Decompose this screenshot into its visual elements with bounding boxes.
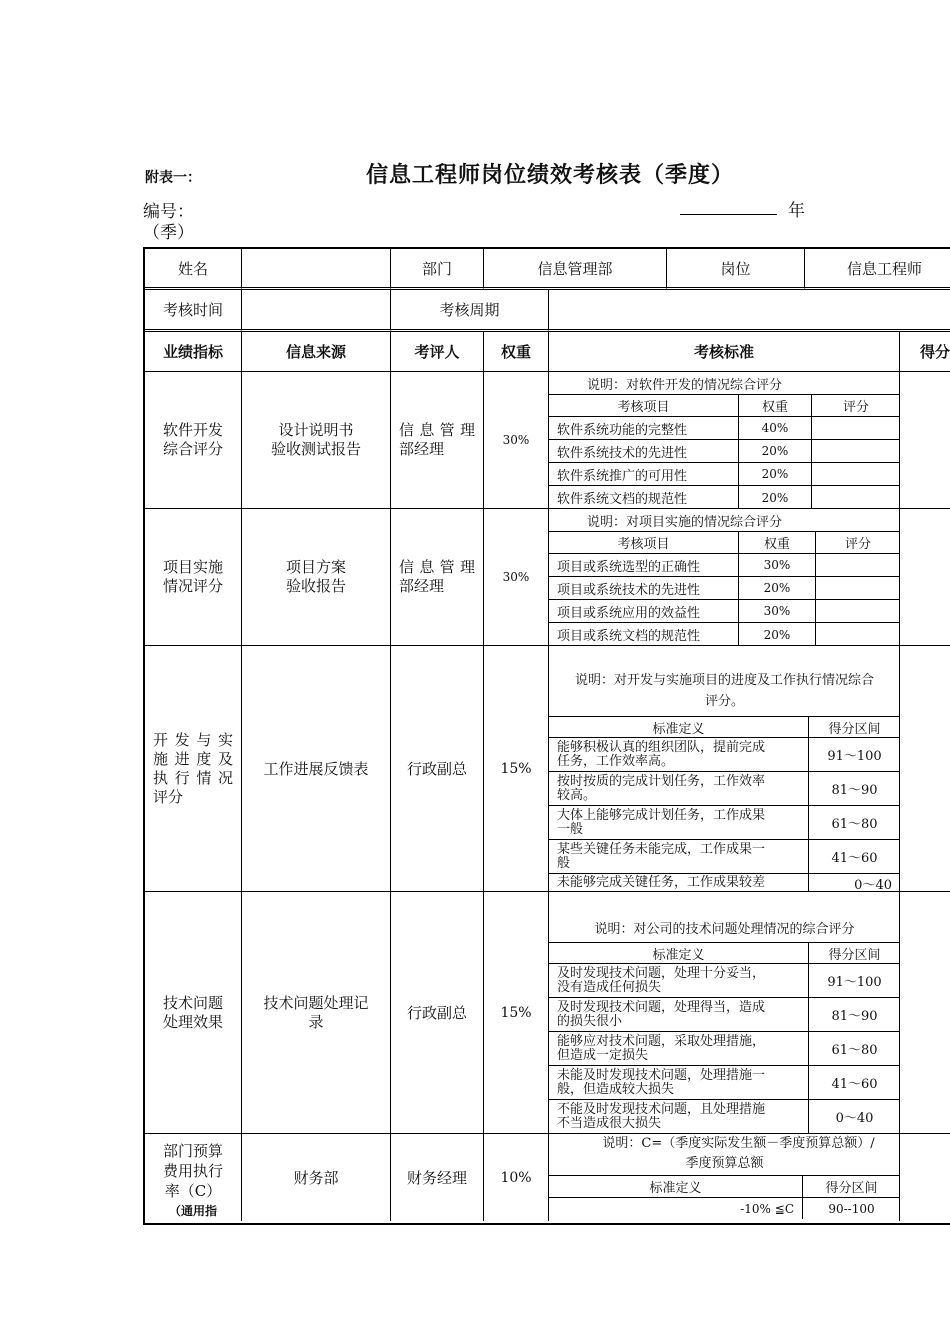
col-kpi: 业绩指标 bbox=[145, 332, 242, 372]
kpi-source: 设计说明书 验收测试报告 bbox=[242, 372, 391, 509]
year-label: 年 bbox=[788, 201, 805, 221]
kpi-row-project bbox=[145, 509, 950, 646]
standard-item: 软件系统技术的先进性 20% bbox=[549, 440, 900, 463]
standard-item: 按时按质的完成计划任务，工作效率 较高。 81～90 bbox=[549, 772, 900, 806]
standard-item: 未能够完成关键任务，工作成果较差 0～40 bbox=[549, 874, 900, 892]
standard-item: 项目或系统选型的正确性 30% bbox=[549, 554, 900, 577]
item-score-field[interactable] bbox=[812, 440, 900, 462]
score-field[interactable] bbox=[900, 509, 950, 646]
assessment-table bbox=[143, 247, 950, 1225]
standard-subtable: 说明：对项目实施的情况综合评分 考核项目 权重 评分 项目或系统选型的正确性 30% 项目或系统技术的先进性 20% 项目或系统应用的效益性 30% 项目或系统文档的规范性 20% bbox=[549, 509, 900, 646]
kpi-reviewer: 行政副总 bbox=[391, 646, 484, 892]
standard-item: -10% ≦C 90--100 bbox=[549, 1198, 900, 1219]
col-source: 信息来源 bbox=[242, 332, 391, 372]
kpi-source: 项目方案 验收报告 bbox=[242, 509, 391, 646]
item-score-field[interactable] bbox=[816, 623, 900, 646]
standard-item: 未能及时发现技术问题，处理措施一 般，但造成较大损失 41～60 bbox=[549, 1066, 900, 1100]
kpi-source: 工作进展反馈表 bbox=[242, 646, 391, 892]
standard-item: 及时发现技术问题，处理十分妥当， 没有造成任何损失 91～100 bbox=[549, 964, 900, 998]
standard-item: 不能及时发现技术问题，且处理措施 不当造成很大损失 0～40 bbox=[549, 1100, 900, 1133]
info-row bbox=[145, 249, 950, 290]
score-field[interactable] bbox=[900, 892, 950, 1134]
standard-note: 说明：对公司的技术问题处理情况的综合评分 bbox=[549, 892, 900, 943]
kpi-name: 软件开发 综合评分 bbox=[145, 372, 242, 509]
standard-subtable: 说明：对公司的技术问题处理情况的综合评分 标准定义 得分区间 及时发现技术问题，处理十分妥当， 没有造成任何损失 91～100 及时发现技术问题，处理得当，造成 的损失很小 81～90 能够应对技术问题，采取处理措施， 但造成一定损失 61～80 未能及时发现技术问题，处理措施一 般，但造成较大损失 41～60 不能及时发现技术问题，且处理措施 不当造成很大损失 0～40 bbox=[549, 892, 900, 1133]
post-value: 信息工程师 bbox=[805, 249, 950, 290]
kpi-reviewer: 行政副总 bbox=[391, 892, 484, 1134]
kpi-name: 部门预算 费用执行 率（C） （通用指 bbox=[145, 1134, 242, 1221]
item-score-field[interactable] bbox=[816, 577, 900, 599]
kpi-source: 技术问题处理记 录 bbox=[242, 892, 391, 1134]
kpi-weight: 10% bbox=[484, 1134, 549, 1221]
standard-item: 软件系统功能的完整性 40% bbox=[549, 417, 900, 440]
kpi-weight: 15% bbox=[484, 646, 549, 892]
standard-note: 说明：对软件开发的情况综合评分 bbox=[587, 377, 783, 393]
period-field[interactable] bbox=[549, 290, 950, 332]
period-row bbox=[145, 290, 950, 332]
standard-item: 某些关键任务未能完成，工作成果一 般 41～60 bbox=[549, 840, 900, 874]
kpi-reviewer: 财务经理 bbox=[391, 1134, 484, 1221]
kpi-row-software bbox=[145, 372, 950, 509]
item-score-field[interactable] bbox=[812, 417, 900, 439]
col-weight: 权重 bbox=[484, 332, 549, 372]
standard-subtable: 说明：对软件开发的情况综合评分 考核项目 权重 评分 软件系统功能的完整性 40% 软件系统技术的先进性 20% 软件系统推广的可用性 20% 软件系统文档的规范性 20% bbox=[549, 372, 900, 509]
item-score-field[interactable] bbox=[812, 486, 900, 509]
period-label: 考核周期 bbox=[391, 290, 549, 332]
season-label: （季） bbox=[143, 223, 194, 243]
kpi-standard bbox=[549, 372, 900, 509]
number-label: 编号： bbox=[143, 202, 194, 222]
standard-item: 项目或系统应用的效益性 30% bbox=[549, 600, 900, 623]
kpi-standard bbox=[549, 509, 900, 646]
col-score: 得分 bbox=[900, 332, 950, 372]
score-field[interactable] bbox=[900, 646, 950, 892]
kpi-row-budget bbox=[145, 1134, 950, 1221]
standard-note: 说明：对项目实施的情况综合评分 bbox=[587, 514, 783, 530]
standard-item: 大体上能够完成计划任务，工作成果 一般 61～80 bbox=[549, 806, 900, 840]
standard-item: 软件系统文档的规范性 20% bbox=[549, 486, 900, 509]
time-field[interactable] bbox=[242, 290, 391, 332]
score-field[interactable] bbox=[900, 372, 950, 509]
col-reviewer: 考评人 bbox=[391, 332, 484, 372]
dept-label: 部门 bbox=[391, 249, 484, 290]
column-header-row bbox=[145, 332, 950, 372]
item-score-field[interactable] bbox=[812, 463, 900, 485]
col-standard: 考核标准 bbox=[549, 332, 900, 372]
standard-subtable: 说明：C=（季度实际发生额－季度预算总额）/ 季度预算总额 标准定义 得分区间 -10% ≦C 90--100 bbox=[549, 1134, 900, 1219]
time-label: 考核时间 bbox=[145, 290, 242, 332]
kpi-standard bbox=[549, 892, 900, 1134]
standard-item: 软件系统推广的可用性 20% bbox=[549, 463, 900, 486]
standard-item: 及时发现技术问题，处理得当，造成 的损失很小 81～90 bbox=[549, 998, 900, 1032]
standard-note: 说明：对开发与实施项目的进度及工作执行情况综合 评分。 bbox=[549, 646, 900, 717]
standard-subtable: 说明：对开发与实施项目的进度及工作执行情况综合 评分。 标准定义 得分区间 能够积极认真的组织团队，提前完成 任务，工作效率高。 91～100 按时按质的完成计划任务，工作效率 较高。 81～90 大体上能够完成计划任务，工作成果 一般 61～80 某些关键任务未能完成，工作成果一 般 41～60 未能够完成关键任务，工作成果较差 0～40 bbox=[549, 646, 900, 892]
kpi-weight: 30% bbox=[484, 372, 549, 509]
kpi-reviewer: 信息管理 部经理 bbox=[391, 372, 484, 509]
kpi-row-progress bbox=[145, 646, 950, 892]
kpi-name: 技术问题 处理效果 bbox=[145, 892, 242, 1134]
year-blank-line bbox=[680, 214, 777, 215]
standard-item: 项目或系统文档的规范性 20% bbox=[549, 623, 900, 646]
standard-item: 项目或系统技术的先进性 20% bbox=[549, 577, 900, 600]
kpi-standard bbox=[549, 646, 900, 892]
kpi-name: 项目实施 情况评分 bbox=[145, 509, 242, 646]
kpi-row-tech bbox=[145, 892, 950, 1134]
standard-item: 能够应对技术问题，采取处理措施， 但造成一定损失 61～80 bbox=[549, 1032, 900, 1066]
dept-value: 信息管理部 bbox=[484, 249, 667, 290]
kpi-weight: 30% bbox=[484, 509, 549, 646]
standard-note: 说明：C=（季度实际发生额－季度预算总额）/ 季度预算总额 bbox=[549, 1134, 900, 1176]
standard-item: 能够积极认真的组织团队，提前完成 任务，工作效率高。 91～100 bbox=[549, 738, 900, 772]
item-score-field[interactable] bbox=[816, 600, 900, 622]
kpi-standard bbox=[549, 1134, 900, 1221]
post-label: 岗位 bbox=[667, 249, 805, 290]
score-field[interactable] bbox=[900, 1134, 950, 1221]
attachment-label: 附表一： bbox=[145, 170, 201, 186]
kpi-reviewer: 信息管理 部经理 bbox=[391, 509, 484, 646]
kpi-weight: 15% bbox=[484, 892, 549, 1134]
kpi-source: 财务部 bbox=[242, 1134, 391, 1221]
page-title: 信息工程师岗位绩效考核表（季度） bbox=[366, 162, 735, 188]
name-field[interactable] bbox=[242, 249, 391, 290]
name-label: 姓名 bbox=[145, 249, 242, 290]
item-score-field[interactable] bbox=[816, 554, 900, 576]
kpi-name: 开发与实 施进度及 执行情况 评分 bbox=[145, 646, 242, 892]
